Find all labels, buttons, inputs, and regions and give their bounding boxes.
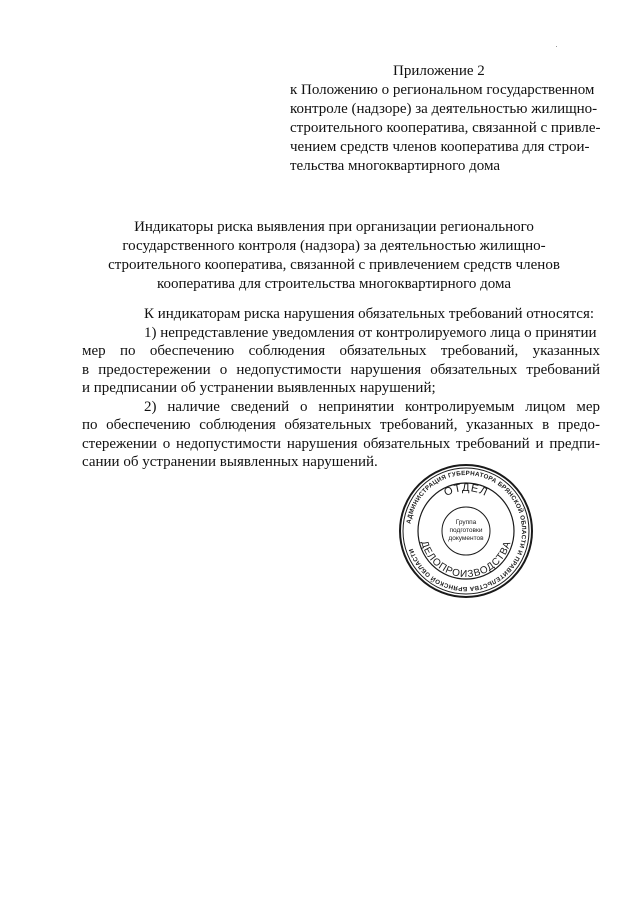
svg-text:ОТДЕЛ	[442, 482, 489, 499]
title-line: государственного контроля (надзора) за деятельностью жилищно-	[122, 238, 546, 254]
document-title	[100, 218, 568, 294]
item2-line: по обеспечению соблюдения обязательных требований, указанных в предо-	[82, 417, 600, 433]
seal-outer-text: АДМИНИСТРАЦИЯ ГУБЕРНАТОРА БРЯНСКОЙ ОБЛАСТИ И ПРАВИТЕЛЬСТВА БРЯНСКОЙ ОБЛАСТИ	[405, 469, 528, 593]
title-line: Индикаторы риска выявления при организации регионального	[134, 219, 534, 235]
appendix-ref-line: к Положению о региональном государственном	[290, 82, 595, 98]
appendix-ref-line: тельства многоквартирного дома	[290, 158, 501, 174]
appendix-ref-line: строительного кооператива, связанной с привле-	[290, 120, 601, 136]
appendix-title: Приложение 2	[393, 63, 485, 79]
appendix-ref-line: контроле (надзоре) за деятельностью жилищно-	[290, 101, 598, 117]
scan-speck	[556, 46, 557, 47]
item1-line: и предписании об устранении выявленных нарушений;	[82, 380, 436, 396]
item2-line: сании об устранении выявленных нарушений.	[82, 454, 378, 470]
seal-center-line: подготовки	[449, 527, 483, 534]
item2-line: 2) наличие сведений о непринятии контролируемым лицом мер	[144, 398, 600, 415]
appendix-ref-line: чением средств членов кооператива для строи-	[290, 139, 590, 155]
seal-center-line: Группа	[455, 519, 477, 526]
intro-paragraph: К индикаторам риска нарушения обязательных требований относятся:	[144, 306, 595, 322]
seal-center-line: документов	[448, 535, 484, 542]
appendix-reference	[290, 81, 610, 176]
seal-graphic	[398, 463, 534, 599]
title-line: кооператива для строительства многоквартирного дома	[156, 276, 512, 292]
seal-inner-bottom: ДЕЛОПРОИЗВОДСТВА	[418, 539, 514, 581]
document-body	[82, 305, 600, 472]
seal-inner-top: ОТДЕЛ	[442, 481, 490, 499]
item1-line: мер по обеспечению соблюдения обязательных требований, указанных	[82, 343, 600, 359]
title-line: строительного кооператива, связанной с привлечением средств членов	[108, 257, 560, 273]
item2-line: стережении о недопустимости нарушения обязательных требований и предпи-	[82, 435, 600, 452]
official-seal	[398, 463, 534, 599]
item1-line: 1) непредставление уведомления от контролируемого лица о принятии	[144, 324, 597, 341]
item1-line: в предостережении о недопустимости нарушения обязательных требований	[82, 361, 600, 378]
